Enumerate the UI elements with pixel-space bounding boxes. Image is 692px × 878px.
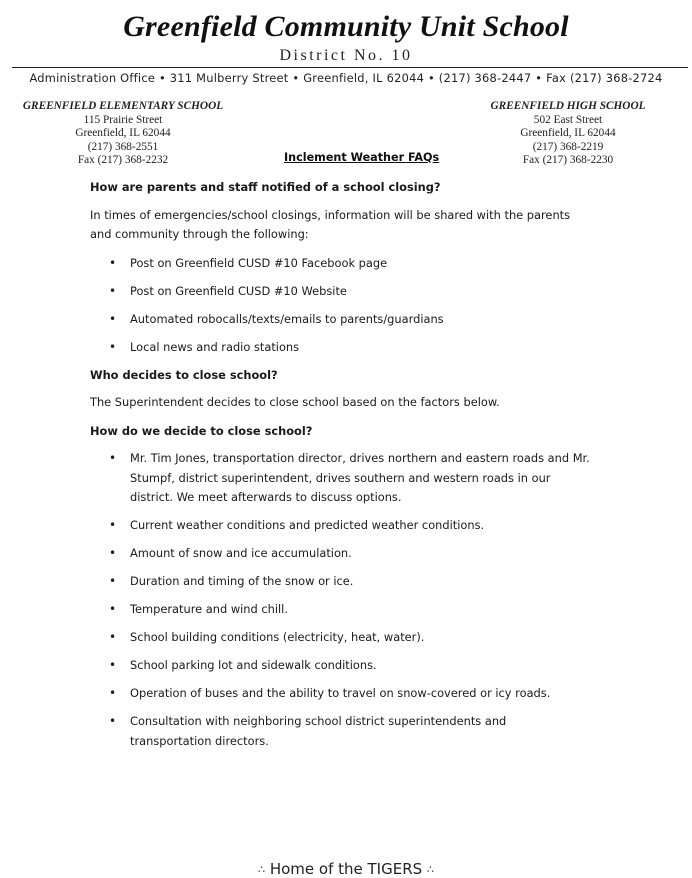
header-divider — [12, 67, 688, 68]
elementary-phone: (217) 368-2551 — [87, 140, 159, 153]
admin-office-line: Administration Office • 311 Mulberry Street • Greenfield, IL 62044 • (217) 368-2447 • Fax (217) 368-2724 — [29, 71, 663, 85]
notification-channel-list — [90, 254, 590, 358]
high-school-city: Greenfield, IL 62044 — [520, 127, 616, 139]
closing-factors-list — [90, 449, 590, 751]
paw-print-icon: ∴ — [258, 863, 266, 876]
list-item: • Temperature and wind chill. — [90, 600, 590, 620]
list-item: • Mr. Tim Jones, transportation director, drives northern and eastern roads and Mr. Stumpf, district superintendent, drives southern and western roads in our district. We meet afterwards to discuss options. — [90, 449, 590, 508]
high-school-fax: Fax (217) 368-2230 — [522, 154, 614, 166]
elementary-school-name: GREENFIELD ELEMENTARY SCHOOL — [22, 100, 224, 112]
list-item: • Local news and radio stations — [90, 338, 590, 358]
elementary-fax: Fax (217) 368-2232 — [77, 154, 169, 166]
list-item: • Duration and timing of the snow or ice. — [90, 572, 590, 592]
list-item: • Automated robocalls/texts/emails to parents/guardians — [90, 310, 590, 330]
letterhead-title: Greenfield Community Unit School — [123, 10, 569, 43]
faq-question-how-decide: How do we decide to close school? — [90, 423, 313, 438]
list-item: • School building conditions (electricity, heat, water). — [90, 628, 590, 648]
faq-question-who-decides: Who decides to close school? — [90, 367, 278, 382]
list-item: • Post on Greenfield CUSD #10 Facebook page — [90, 254, 590, 274]
elementary-city: Greenfield, IL 62044 — [75, 127, 171, 139]
high-school-street: 502 East Street — [533, 113, 603, 126]
elementary-street: 115 Prairie Street — [83, 113, 163, 126]
faq-answer-who-decides: The Superintendent decides to close school based on the factors below. — [90, 395, 500, 409]
faq-question-notification: How are parents and staff notified of a school closing? — [90, 180, 441, 194]
list-item: • Operation of buses and the ability to travel on snow-covered or icy roads. — [90, 684, 590, 704]
document-title: Inclement Weather FAQs — [284, 151, 440, 164]
paw-print-icon: ∴ — [426, 863, 434, 876]
footer-text: Home of the TIGERS — [269, 860, 423, 878]
elementary-school-address — [18, 100, 228, 168]
district-number: District No. 10 — [279, 47, 413, 64]
faq-body — [90, 178, 590, 760]
high-school-address — [480, 100, 656, 168]
list-item: • School parking lot and sidewalk conditions. — [90, 656, 590, 676]
list-item: • Current weather conditions and predicted weather conditions. — [90, 516, 590, 536]
faq-answer-notification: In times of emergencies/school closings, information will be shared with the parents and community through the following: — [90, 207, 571, 241]
footer-tagline — [0, 860, 692, 878]
high-school-name: GREENFIELD HIGH SCHOOL — [490, 100, 646, 112]
list-item: • Amount of snow and ice accumulation. — [90, 544, 590, 564]
high-school-phone: (217) 368-2219 — [532, 140, 604, 153]
list-item: • Post on Greenfield CUSD #10 Website — [90, 282, 590, 302]
list-item: • Consultation with neighboring school district superintendents and transportation directors. — [90, 712, 590, 751]
